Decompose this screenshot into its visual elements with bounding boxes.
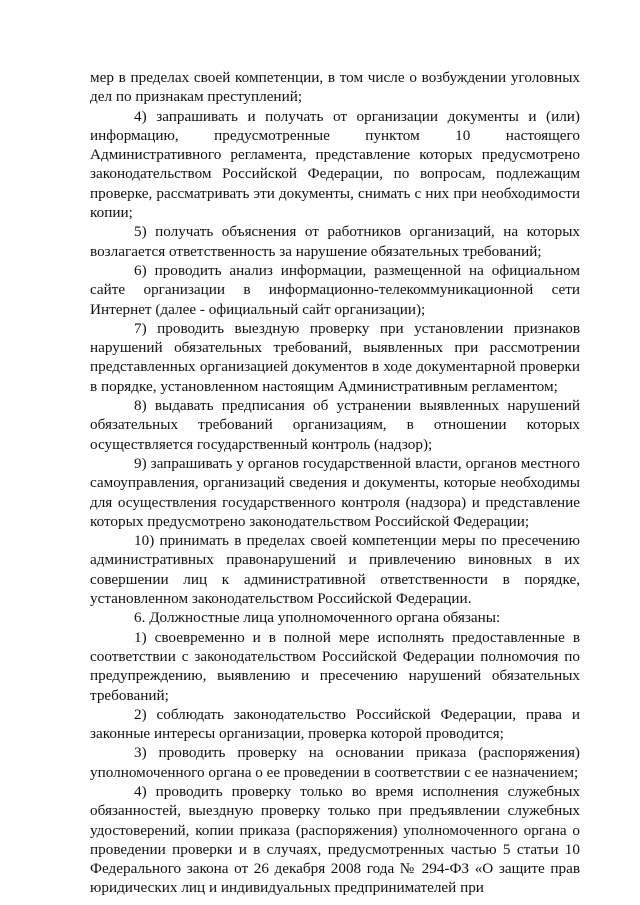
duty-item-1: 1) своевременно и в полной мере исполнять предоставленные в соответствии с законодательством Российской Федерации полномочия по предупреждению, выявлению и пресечению нарушений обязательных требований; [90, 628, 580, 704]
paragraph-item-6: 6) проводить анализ информации, размещенной на официальном сайте организации в информационно-телекоммуникационной сети Интернет (далее - официальный сайт организации); [90, 261, 580, 318]
duty-item-3: 3) проводить проверку на основании приказа (распоряжения) уполномоченного органа о ее проведении в соответствии с ее назначением; [90, 744, 580, 781]
paragraph-item-5: 5) получать объяснения от работников организаций, на которых возлагается ответственность за нарушение обязательных требований; [90, 223, 580, 260]
paragraph-item-4: 4) запрашивать и получать от организации документы и (или) информацию, предусмотренные пунктом 10 настоящего Административного регламента, представление которых предусмотрено законодательством Российской Федерации, по вопросам, подлежащим проверке, рассматривать эти документы, снимать с них при необходимости копии; [90, 107, 580, 222]
paragraph-item-10: 10) принимать в пределах своей компетенции меры по пресечению административных правонарушений и привлечению виновных в их совершении лиц к административной ответственности в порядке, установленном законодательством Российской Федерации. [90, 532, 580, 608]
paragraph-item-9: 9) запрашивать у органов государственной власти, органов местного самоуправления, организаций сведения и документы, которые необходимы для осуществления государственного контроля (надзора) и представление которых предусмотрено законодательством Российской Федерации; [90, 454, 580, 530]
paragraph-item-7: 7) проводить выездную проверку при установлении признаков нарушений обязательных требований, выявленных при рассмотрении представленных организацией документов в ходе документарной проверки в порядке, установленном настоящим Административным регламентом; [90, 319, 580, 395]
document-body [90, 68, 580, 898]
section-heading-6: 6. Должностные лица уполномоченного органа обязаны: [134, 609, 501, 627]
paragraph-item-8: 8) выдавать предписания об устранении выявленных нарушений обязательных требований организациям, в отношении которых осуществляется государственный контроль (надзор); [90, 397, 580, 453]
paragraph-continuation: мер в пределах своей компетенции, в том числе о возбуждении уголовных дел по признакам преступлений; [90, 69, 580, 106]
duty-item-4: 4) проводить проверку только во время исполнения служебных обязанностей, выездную проверку только при предъявлении служебных удостоверений, копии приказа (распоряжения) уполномоченного органа о проведении проверки и в случаях, предусмотренных частью 5 статьи 10 Федерального закона от 26 декабря 2008 года № 294-ФЗ «О защите прав юридических лиц и индивидуальных предпринимателей при [90, 782, 580, 897]
duty-item-2: 2) соблюдать законодательство Российской Федерации, права и законные интересы организации, проверка которой проводится; [90, 705, 580, 743]
